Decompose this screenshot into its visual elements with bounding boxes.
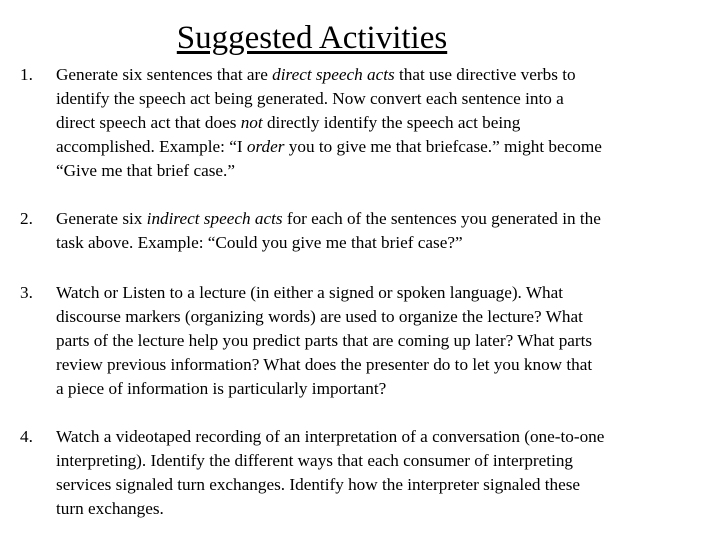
activity-number: 2.	[20, 209, 33, 228]
text-line: Generate six sentences that are direct speech acts that use directive verbs to	[56, 65, 576, 84]
activity-text	[56, 425, 706, 521]
text-line: accomplished. Example: “I order you to give me that briefcase.” might become	[56, 137, 602, 156]
activity-text	[56, 281, 706, 401]
text-line: discourse markers (organizing words) are used to organize the lecture? What	[56, 307, 583, 326]
text-line: turn exchanges.	[56, 499, 164, 518]
slide-title-text: Suggested Activities	[176, 20, 448, 56]
text-line: a piece of information is particularly important?	[56, 379, 387, 398]
text-line: direct speech act that does not directly identify the speech act being	[56, 113, 521, 132]
slide-title	[0, 20, 720, 57]
text-line: parts of the lecture help you predict parts that are coming up later? What parts	[56, 331, 593, 350]
text-line: services signaled turn exchanges. Identify how the interpreter signaled these	[56, 475, 581, 494]
text-line: Watch a videotaped recording of an interpretation of a conversation (one-to-one	[56, 427, 605, 446]
italic-term: indirect speech acts	[146, 209, 283, 228]
italic-term: direct speech acts	[272, 65, 395, 84]
text-line: task above. Example: “Could you give me that brief case?”	[56, 233, 463, 252]
text-line: identify the speech act being generated. Now convert each sentence into a	[56, 89, 564, 108]
activity-text	[56, 63, 706, 183]
italic-term: not	[240, 113, 263, 132]
text-line: Generate six indirect speech acts for each of the sentences you generated in the	[56, 209, 601, 228]
activity-number: 4.	[20, 427, 33, 446]
activity-text	[56, 207, 706, 255]
text-line: “Give me that brief case.”	[56, 161, 235, 180]
text-line: Watch or Listen to a lecture (in either a signed or spoken language). What	[56, 283, 564, 302]
text-line: interpreting). Identify the different ways that each consumer of interpreting	[56, 451, 574, 470]
activity-number: 1.	[20, 65, 33, 84]
text-line: review previous information? What does the presenter do to let you know that	[56, 355, 593, 374]
activity-number: 3.	[20, 283, 33, 302]
italic-term: order	[246, 137, 285, 156]
